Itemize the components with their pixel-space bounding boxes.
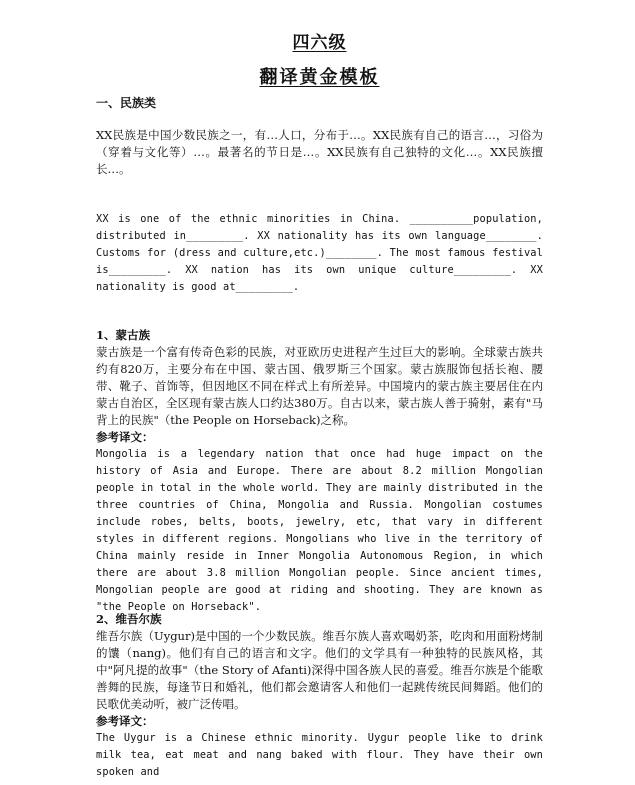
section-heading-ethnic: 一、民族类 <box>96 96 157 110</box>
uygur-heading: 2、维吾尔族 <box>96 612 162 626</box>
title-cet: 四六级 <box>292 33 347 53</box>
template-en-text: XX is one of the ethnic minorities in China. __________population, distributed in_________. XX nationality has its own language________. Customs for (dress and culture,etc.)________. The most famous festival is_________. XX nation has its own unique culture_________. XX nationality is good at_________. <box>96 213 543 293</box>
template-zh-text: XX民族是中国少数民族之一，有…人口，分布于…。XX民族有自己的语言…，习俗为（穿着与文化等）…。最著名的节日是…。XX民族有自己独特的文化…。XX民族擅长…。 <box>96 128 543 176</box>
template-zh-block <box>96 127 543 178</box>
mongol-zh-text: 蒙古族是一个富有传奇色彩的民族，对亚欧历史进程产生过巨大的影响。全球蒙古族共约有820万，主要分布在中国、蒙古国、俄罗斯三个国家。蒙古族服饰包括长袍、腰带、靴子、首饰等，但因地区不同在样式上有所差异。中国境内的蒙古族主要居住在内蒙古自治区，全区现有蒙古族人口约达380万。自古以来，蒙古族人善于骑射，素有"马背上的民族"（the People on Horseback)之称。 <box>96 345 543 427</box>
document-header <box>96 30 543 92</box>
uygur-en-text: The Uygur is a Chinese ethnic minority. Uygur people like to drink milk tea, eat meat and nang baked with flour. They have their own spoken and <box>96 732 543 778</box>
uygur-zh-text: 维吾尔族（Uygur)是中国的一个少数民族。维吾尔族人喜欢喝奶茶，吃肉和用面粉烤制的馕（nang)。他们有自己的语言和文字。他们的文学具有一种独特的民族风格，其中"阿凡提的故事"（the Story of Afanti)深得中国各族人民的喜爱。维吾尔族是个能歌善舞的民族，每逢节日和婚礼，他们都会邀请客人和他们一起跳传统民间舞蹈。他们的民歌优美动听，被广泛传唱。 <box>96 629 543 711</box>
mongol-en-text: Mongolia is a legendary nation that once had huge impact on the history of Asia and Europe. There are about 8.2 million Mongolian people in total in the whole world. They are mainly distributed in the three countries of China, Mongolia and Russia. Mongolian costumes include robes, belts, boots, jewelry, etc, that vary in different styles in different regions. Mongolians who live in the territory of China mainly reside in Inner Mongolia Autonomous Region, in which there are about 3.8 million Mongolian people. Since ancient times, Mongolian people are good at riding and shooting. They are known as "the People on Horseback". <box>96 448 543 613</box>
template-en-block <box>96 211 543 296</box>
mongol-ref-label: 参考译文： <box>96 430 154 444</box>
uygur-section <box>96 611 543 781</box>
mongol-section <box>96 327 543 616</box>
mongol-heading: 1、蒙古族 <box>96 328 151 342</box>
title-translation-template: 翻译黄金模板 <box>259 67 380 88</box>
uygur-ref-label: 参考译文： <box>96 714 154 728</box>
